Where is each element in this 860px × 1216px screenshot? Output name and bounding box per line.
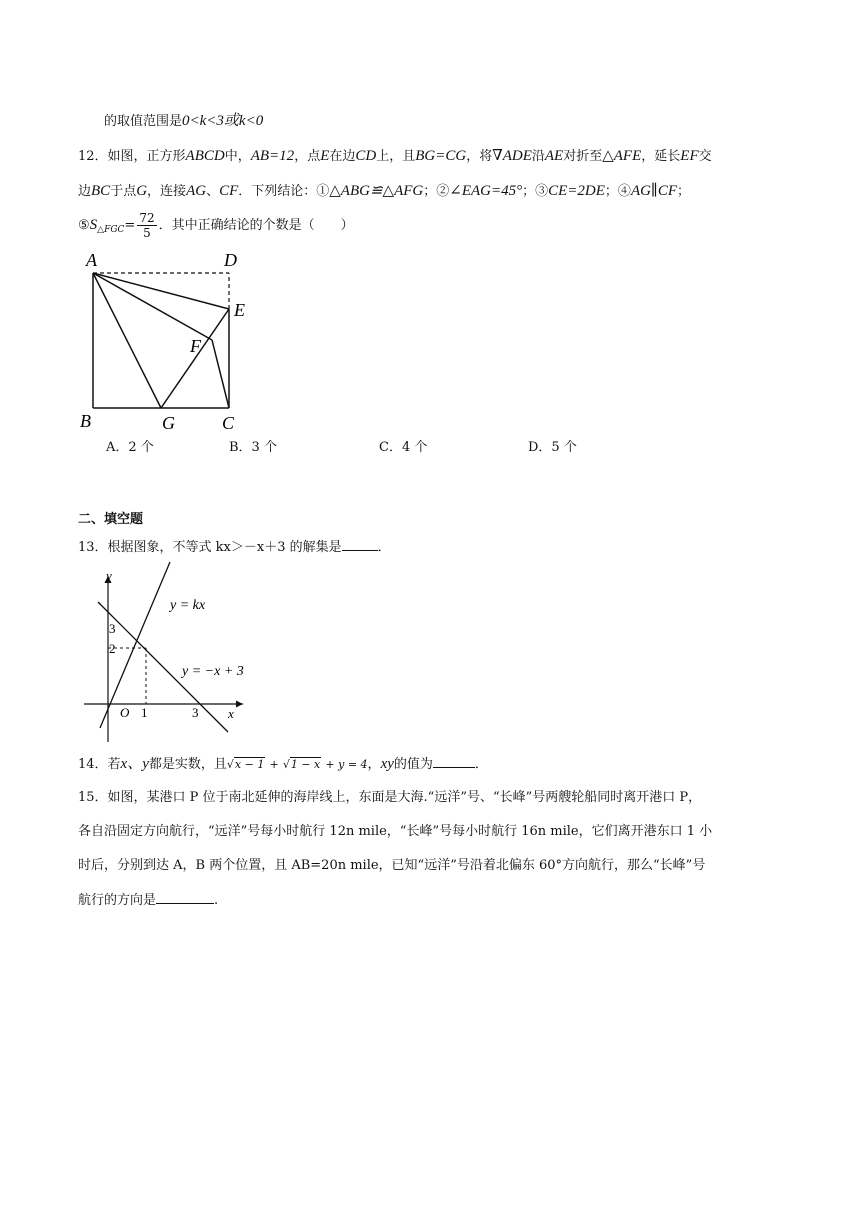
fraction-denominator: 5 [143,226,151,240]
q14-b: x、y [120,756,149,772]
q12-l1-p: △AFE [602,148,642,164]
q12-l2-f: AG [186,183,207,199]
q14-e: xy [380,756,394,772]
q12-option-c: C．4 个 [379,440,428,455]
q12-line-3 [78,208,354,247]
segment-ae [93,273,229,309]
tick-y3: 3 [109,621,116,636]
q15-line-1: 15．如图，某港口 P 位于南北延伸的海岸线上，东面是大海.“远洋”号、“长峰”号两艘轮船同时离开港口 P， [78,790,702,805]
q12-l3-circle5: ⑤ [78,218,90,233]
q12-l3-tail: ．其中正确结论的个数是（ ） [158,218,354,233]
q11-prefix: 的取值范围是 [104,114,183,129]
q12-l1-f: E [320,148,330,164]
q12-l1-r: EF [680,148,699,164]
q12-l3-eq: = [124,218,136,233]
q14-a: 14．若 [78,757,121,772]
label-b: B [80,411,91,431]
label-g: G [162,413,175,433]
q12-l1-d: AB=12 [250,148,295,164]
q12-l1-e: ，点 [294,149,321,164]
sqrt-1-radicand: x − 1 [234,758,265,771]
q13-graph [78,562,258,742]
q12-option-a: A．2 个 [106,440,154,455]
q15-line-4 [78,889,218,912]
q12-l2-k: ；② [423,184,450,199]
segment-fc [212,340,229,408]
q15-l4-end: . [214,893,219,908]
q12-l1-o: 对折至 [563,149,603,164]
q14-g: ． [474,757,488,772]
q12-l1-k: ，将 [466,149,493,164]
q12-l2-h: CF [219,183,239,199]
q12-l1-h: CD [355,148,377,164]
q12-l1-j: BG=CG [415,148,467,164]
q11-answer-line [104,110,263,133]
q12-l1-q: ，延长 [641,149,681,164]
q12-l1-s: 交 [698,149,712,164]
q12-l2-l: ∠EAG=45° [449,183,523,199]
q12-l3-sub: △FGC [97,225,125,235]
q12-l1-n: AE [544,148,564,164]
label-c: C [222,413,235,433]
q14-d: ， [367,757,381,772]
sqrt-2: √1 − x [282,758,321,771]
q11-expr: 0<k<3或k<0 [182,113,264,129]
q12-line-1 [78,145,712,168]
q12-l2-j: △ABG≌△AFG [329,183,424,199]
q12-l3-s: S [89,217,98,233]
tick-x3: 3 [192,705,199,720]
label-f: F [190,336,201,356]
section-heading: 二、填空题 [78,512,144,527]
q12-option-b: B．3 个 [229,440,277,455]
q12-l2-e: ，连接 [147,184,187,199]
q12-l3-fraction [137,211,156,240]
q14-f: 的值为 [393,757,433,772]
tick-y2: 2 [109,641,116,656]
y-axis-label: y [106,568,112,583]
q12-l2-b: BC [91,183,111,199]
q12-l1-b: ABCD [185,148,225,164]
q13-end: ． [377,540,391,555]
q12-l2-m: ；③ [522,184,549,199]
sqrt-2-radicand: 1 − x [290,758,321,771]
q15-l4: 航行的方向是 [78,893,157,908]
q12-l2-g: 、 [206,184,220,199]
q12-l2-q: ； [677,184,691,199]
label-e: E [234,300,245,320]
q13-stem: 13．根据图象，不等式 kx＞－x＋3 的解集是 [78,540,342,555]
q14-plus1: + [269,758,279,771]
label-d: D [224,250,237,270]
q12-l2-d: G [136,183,148,199]
q14-plus2: + y = 4 [325,758,368,771]
q12-l2-n: CE=2DE [548,183,605,199]
q14-answer-blank [433,753,475,768]
q13-text [78,536,391,559]
q12-l1-g: 在边 [329,149,356,164]
segment-ag [93,273,161,408]
q12-l2-a: 边 [78,184,92,199]
q14-text [78,753,488,776]
line-kx-label: y = kx [170,598,206,613]
origin-label: O [120,705,130,720]
q12-option-d: D．5 个 [528,440,577,455]
q12-l2-i: ．下列结论：① [238,184,330,199]
fraction-numerator: 72 [139,211,155,225]
tick-x1: 1 [141,705,148,720]
q12-l1-m: 沿 [531,149,545,164]
segment-ge [161,309,229,408]
q14-c: 都是实数，且 [148,757,227,772]
q15-line-3: 时后，分别到达 A，B 两个位置，且 AB=20n mile，已知“远洋”号沿着北偏东 60°方向航行，那么“长峰”号 [78,858,706,873]
line-neg-x-label: y = −x + 3 [182,664,244,679]
q12-square-figure [78,246,258,436]
q12-line-2 [78,180,690,203]
q12-l2-p: AG∥CF [630,183,678,199]
q12-l1-a: 12．如图，正方形 [78,149,186,164]
segment-af [93,273,212,340]
q12-l2-c: 于点 [110,184,137,199]
x-axis-label: x [228,706,234,721]
q15-line-2: 各自沿固定方向航行，“远洋”号每小时航行 12n mile，“长峰”号每小时航行 16n mile，它们离开港东口 1 小 [78,824,713,839]
q15-answer-blank [156,889,214,904]
sqrt-1: √x − 1 [226,758,265,771]
q12-l2-o: ；④ [604,184,631,199]
q12-l1-c: 中， [224,149,251,164]
q12-l1-i: 上，且 [376,149,416,164]
q13-answer-blank [342,536,378,551]
label-a: A [86,250,97,270]
q12-l1-l: ∇ADE [492,148,532,164]
